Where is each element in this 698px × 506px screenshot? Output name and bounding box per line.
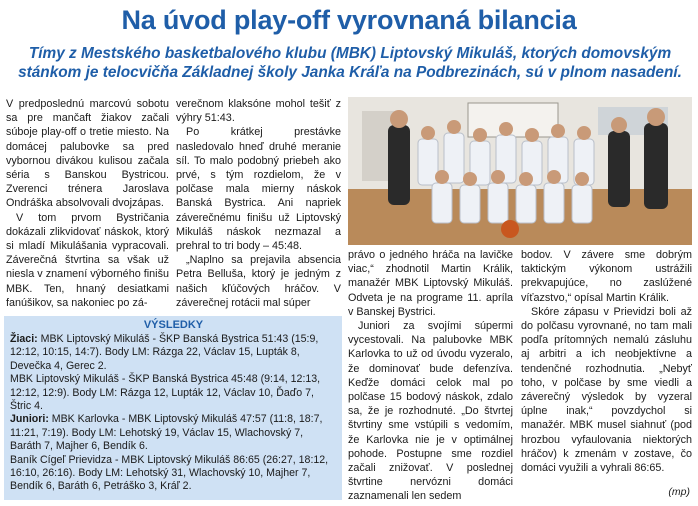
paragraph: V predposlednú marcovú sobotu sa pre mančaft žiakov začali súboje play-off o tretie miesto. Na domácej palubovke sa pred vybornou divákou kulisou začala séria s Banskou Bystricou. Zverenci trénera Jaroslava Ondráška absolvovali dvojzápas. <box>6 98 169 210</box>
deck-line: Tímy z Mestského basketbalového klubu (MBK) Liptovský Mikuláš, ktorých domovským <box>28 45 672 62</box>
article-column-2 <box>176 97 341 310</box>
paragraph: právo o jedného hráča na lavičke viac,“ zhodnotil Martin Králik, manažér MBK Liptovský Mikuláš. Odveta je na programe 11. apríla v Banskej Bystrici. <box>348 249 513 318</box>
team-photo-illustration <box>348 97 692 245</box>
result-category: Žiaci: <box>10 333 38 345</box>
result-line <box>10 454 337 494</box>
result-line <box>10 333 337 373</box>
paragraph: Skóre zápasu v Prievidzi boli až do polčasu vyrovnané, no tam mali podľa prítomných nemalú zásluhu aj arbitri a ich neobjektívne a tendenčné rozhodnutia. „Nebyť toho, v polčase by sme viedli a záverečný výsledok by vyzeral úplne inak,“ povzdychol si manažér. MBK musel siahnuť (pod hrozbou vyfaulovania niektorých hráčov) k zmenám v zostave, čo domáci využili a vyhrali 86:65. <box>521 305 692 475</box>
paragraph: Juniori za svojími súpermi vycestovali. Na palubovke MBK Karlovka to už od úvodu vyzeralo, že dominovať bude defenzíva. Keďže domáci celok mal po polčase 15 bodový náskok, zdalo sa, že je rozhodnuté. „Do štvrtej štvrtiny sme vstúpili s vedomím, že Karlovka nie je v optimálnej pohode. Postupne sme rozdiel začali znižovať. V poslednej štvrtine nervózni domáci zaznamenali len sedem <box>348 320 513 503</box>
paragraph: verečnom klaksóne mohol tešiť z výhry 51:43. <box>176 98 341 125</box>
paragraph: Po krátkej prestávke nasledovalo hneď druhé meranie síl. To malo podobný priebeh ako prvé, s tým rozdielom, že v polčase mala mierny náskok Banská Bystrica. Ani napriek záverečnému finišu už Liptovský Mikuláš náskok nezmazal a prehral to tri body – 45:48. <box>176 126 341 253</box>
author-signature: (mp) <box>668 486 690 498</box>
article-column-4 <box>521 248 692 475</box>
result-line <box>10 413 337 453</box>
team-photo <box>348 97 692 245</box>
paragraph: „Naplno sa prejavila absencia Petra Belluša, ktorý je jedným z našich kľúčových hráčov. V záverečnej rotácii mal súper <box>176 254 341 309</box>
headline: Na úvod play-off vyrovnaná bilancia <box>121 5 577 35</box>
paragraph: bodov. V závere sme dobrým taktickým výkonom ustrážili prekvapujúce, no zaslúžené víťazstvo,“ opísal Martin Králik. <box>521 249 692 304</box>
result-text: MBK Liptovský Mikuláš - ŠKP Banská Bystrica 45:48 (9:14, 12:13, 12:12, 12:9). Body LM: Rázga 12, Lupták 12, Václav 10, Ďaďo 7, Štric 4. <box>10 373 321 413</box>
result-text: Baník Cígeľ Prievidza - MBK Liptovský Mikuláš 86:65 (26:27, 18:12, 16:10, 26:16). Body LM: Lehotský 31, Wlachovský 10, Majher 7, Bendík 6, Baráth 6, Petráško 3, Kráľ 2. <box>10 453 329 493</box>
results-box <box>4 316 342 500</box>
results-title: VÝSLEDKY <box>143 319 204 331</box>
result-text: MBK Liptovský Mikuláš - ŠKP Banská Bystrica 51:43 (15:9, 12:12, 10:15, 14:7). Body LM: Rázga 22, Václav 15, Lupták 8, Devečka 4, Gerec 2. <box>10 333 319 372</box>
result-category: Juniori: <box>10 413 49 426</box>
deck-line: stánkom je telocvičňa Základnej školy Janka Kráľa na Podbrezinách, sú v plnom nasadení. <box>18 64 682 81</box>
result-line <box>10 373 337 413</box>
paragraph: V tom prvom Bystričania dokázali zlikvidovať náskok, ktorý si mladí Mikulášania vypracovali. Záverečná štvrtina sa však už niesla v znamení výborného finišu MBK. Ten, hnaný desiatkami fanúšikov, sa nakoniec po zá- <box>6 211 169 309</box>
result-text: MBK Karlovka - MBK Liptovský Mikuláš 47:57 (11:8, 18:7, 11:21, 7:19). Body LM: Lehotský 19, Václav 15, Wlachovský 7, Baráth 7, Majher 6, Bendík 6. <box>10 413 323 453</box>
article-column-3 <box>348 248 513 504</box>
article-column-1 <box>6 97 169 310</box>
deck <box>8 44 692 82</box>
